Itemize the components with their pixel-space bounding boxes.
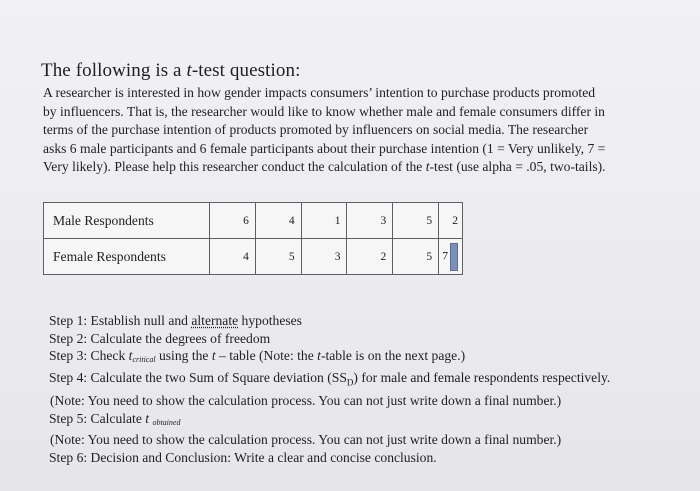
intro-line: asks 6 male participants and 6 female participants about their purchase intention (1 = Very unlikely, 7 = [43,140,606,156]
table-cell: 6 [210,203,256,239]
step-5: Step 5: Calculate t $_{obtained}$ [49,410,181,427]
steps-list [49,312,669,466]
step-4: Step 4: Calculate the two Sum of Square deviation $(SS_D)$ for male and female respondents respectively. [49,369,611,388]
intro-line: terms of the purchase intention of products promoted by influencers on social media. The researcher [43,122,589,137]
table-row-male [44,203,463,239]
table-cell-with-cursor[interactable] [439,239,463,275]
step-3: Step 3: Check $t_{critical}$ using the t – table (Note: the t-table is on the next page.) [49,348,466,365]
row-label: Male Respondents [44,203,210,239]
step-5-note: (Note: You need to show the calculation process. You can not just write down a final number.) [50,432,562,448]
intro-line: A researcher is interested in how gender impacts consumers’ intention to purchase products promoted [43,85,596,100]
table-cell: 5 [393,239,439,275]
table-cell: 5 [255,239,301,275]
table-cell: 3 [301,239,347,275]
question-title: The following is a t-test question: [41,60,301,81]
table-cell: 2 [439,203,463,239]
table-cell: 4 [210,239,256,275]
question-intro [43,84,663,177]
intro-line: by influencers. That is, the researcher would like to know whether male and female consumers differ in [43,103,605,119]
table-row-female [44,239,463,275]
table-cell-value: 7 [442,250,448,263]
table-cell: 2 [347,239,393,275]
step-1: Step 1: Establish null and alternate hypotheses [49,313,302,328]
step-6: Step 6: Decision and Conclusion: Write a clear and concise conclusion. [49,449,437,465]
cell-selection-handle[interactable] [450,243,458,271]
respondents-table [43,202,463,275]
table-cell: 3 [347,203,393,239]
table-cell: 1 [301,203,347,239]
row-label: Female Respondents [44,239,210,275]
table-cell: 5 [393,203,439,239]
step-2: Step 2: Calculate the degrees of freedom [49,330,271,346]
table-cell: 4 [255,203,301,239]
step-4-note: (Note: You need to show the calculation process. You can not just write down a final number.) [50,393,562,409]
intro-line: Very likely). Please help this researcher conduct the calculation of the t-test (use alpha = .05, two-tails). [43,159,606,174]
